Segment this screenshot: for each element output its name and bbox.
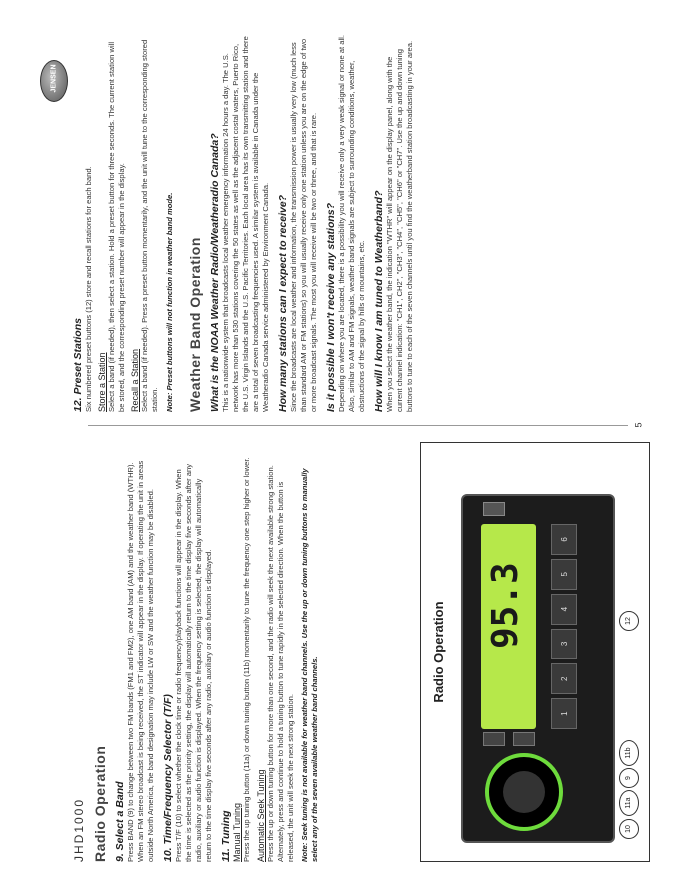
left-column [72, 457, 320, 862]
faq-noaa-answer: This is a nationwide system that broadcasts local weather emergency information 24 hours a day. The U.S. network has more than 530 stations covering the 50 states as well as the adjacent costal waters, Puerto Rico, the U.S. Virgin Islands and the U.S. Pacific Territories. Each local area has its own transmitting station and there are a total of seven broadcasting frequencies used. A similar system is available in Canada under the Weatheradio Canada service administered by Environment Canada. [221, 36, 270, 412]
display-frequency: 95.3 [485, 562, 526, 649]
volume-knob[interactable] [485, 753, 563, 831]
preset-button-4[interactable]: 4 [551, 594, 577, 625]
preset-button-3[interactable]: 3 [551, 629, 577, 660]
page-number: 5 [633, 422, 644, 428]
callout-11b: 11b [619, 740, 639, 766]
lcd-display [481, 524, 536, 729]
preset-note: Note: Preset buttons will not function in weather band mode. [165, 192, 174, 412]
callout-10: 10 [619, 819, 639, 839]
faq-tuned-question: How will I know I am tuned to Weatherband? [373, 190, 385, 412]
recall-station-text: Select a band (if needed). Press a preset button momentarily, and the unit will tune to the corresponding stored station. [140, 39, 159, 412]
faq-stations-count [277, 32, 319, 412]
jensen-logo: JENSEN [40, 60, 68, 102]
aux-jack [483, 502, 505, 516]
seek-tuning-note: Note: Seek tuning is not available for weather band channels. Use the up or down tuning buttons to manually select any of the seven available weather band channels. [300, 468, 319, 862]
section-time-frequency [162, 457, 214, 862]
manual-tuning-label: Manual Tuning [232, 802, 242, 862]
weather-band-heading: Weather Band Operation [187, 237, 203, 412]
callout-12: 12 [619, 611, 639, 631]
faq-noaa-question: What is the NOAA Weather Radio/Weatheradio Canada? [209, 133, 221, 412]
faq-stations-answer: Since the broadcasts are local weather and information, the transmission power is usually very low (much less than standard AM or FM stations) so you will usually receive only one station unless you are on the edge of two or more broadcast signals. The most you will receive will be two or three, and that is rare. [289, 38, 318, 412]
faq-noaa [209, 32, 271, 412]
recall-station-label: Recall a Station [130, 348, 140, 412]
section-select-band [114, 457, 156, 862]
callout-9: 9 [619, 768, 639, 788]
store-station-label: Store a Station [97, 352, 107, 412]
tf-button[interactable] [513, 732, 535, 746]
faq-no-stations [325, 32, 367, 412]
select-band-title: 9. Select a Band [114, 781, 126, 862]
radio-operation-heading: Radio Operation [92, 745, 108, 862]
preset-button-1[interactable]: 1 [551, 698, 577, 729]
faq-tuned-weatherband [373, 32, 415, 412]
radio-faceplate [461, 494, 615, 843]
right-column [72, 32, 415, 412]
faq-no-stations-question: Is it possible I won't receive any stations? [325, 202, 337, 412]
faq-tuned-answer: When you select the weather band, the indication "WTHR" will appear on the display panel, along with the current channel indication: "CH1", CH2", "CH3", "CH4", "CH5", "CH6" or "CH7". Use the up and down tuning buttons to tune to each of the seven channels until you find the weatherband station broadcasting in your area. [385, 40, 414, 412]
preset-stations-intro: Six numbered preset buttons (12) store and recall stations for each band. [84, 166, 93, 412]
radio-figure [420, 442, 650, 862]
auto-seek-text: Press the up or down tuning button for more than one second, and the radio will seek the next available strong station. Alternately, press and continue to hold a tuning button to tune rapidly in the selected direction. When the button is released, the unit will seek the next strong station. [266, 465, 295, 862]
model-name: JHD1000 [72, 797, 86, 862]
section-preset-stations [72, 32, 175, 412]
time-frequency-title: 10. Time/Frequency Selector (T/F) [162, 694, 174, 862]
faq-stations-question: How many stations can I expect to receive? [277, 194, 289, 412]
preset-button-5[interactable]: 5 [551, 559, 577, 590]
preset-button-6[interactable]: 6 [551, 524, 577, 555]
select-band-text: Press BAND (9) to change between two FM bands (FM1 and FM2), one AM band (AM) and the weather band (WTHR). When an FM stereo broadcast is being received, the ST indicator will appear in the display. If operating the unit in areas outside North America, the band designation may include LW or SW and the weather function may be disabled. [126, 460, 155, 862]
preset-button-2[interactable]: 2 [551, 663, 577, 694]
time-frequency-text: Press T/F (10) to select whether the clock time or radio frequency/playback functions will appear in the display. When the time is selected as the priority setting, the display will automatically return to the time display five seconds after any radio, auxiliary or audio function is displayed. When the frequency setting is selected, the display will automatically return to the time display five seconds after any radio, auxiliary or audio function is displayed. [174, 463, 213, 862]
callout-11a: 11a [619, 790, 639, 816]
band-button[interactable] [483, 732, 505, 746]
store-station-text: Select a band (if needed), then select a station. Hold a preset button for three seconds. The current station will be stored, and the corresponding preset number will appear in the display. [107, 41, 126, 412]
manual-tuning-text: Press the up tuning button (11a) or down tuning button (11b) momentarily to tune the frequency one step higher or lower. [242, 457, 251, 862]
page-divider [88, 425, 628, 426]
radio-figure-caption: Radio Operation [431, 601, 446, 703]
preset-stations-title: 12. Preset Stations [72, 318, 84, 412]
auto-seek-label: Automatic Seek Tuning [256, 769, 266, 862]
section-tuning [220, 457, 320, 862]
tuning-title: 11. Tuning [220, 810, 232, 862]
faq-no-stations-answer: Depending on where you are located, there is a possibility you will receive only a very weak signal or none at all. Also, similar to AM and FM signals, weather band signals are subject to surrounding conditions, weather, obstructions of the signal by hills or mountains, etc. [337, 35, 366, 412]
preset-buttons [551, 524, 577, 729]
